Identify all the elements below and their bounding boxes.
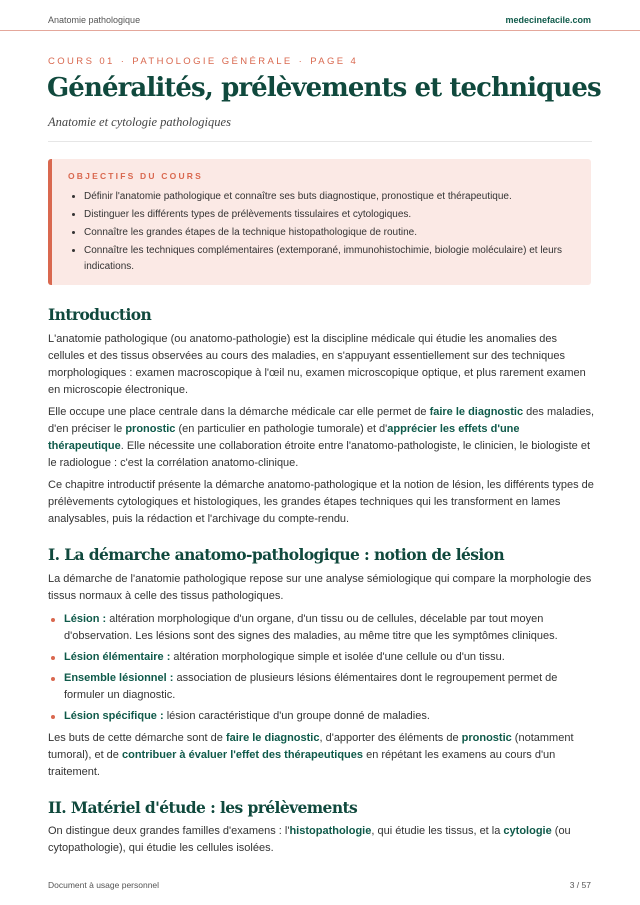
highlight-diagnostic: faire le diagnostic — [225, 732, 320, 744]
definition-text: altération morphologique simple et isolée d'une cellule ou d'un tissu. — [170, 651, 505, 663]
kicker-page: PAGE 4 — [310, 56, 359, 67]
text-run: des maladies, d'en préciser le — [48, 406, 595, 435]
highlight-diagnostic: faire le diagnostic — [429, 406, 524, 418]
intro-paragraph-2 — [48, 404, 596, 472]
text-run: On distingue deux grandes familles d'examens : l' — [48, 825, 290, 837]
highlight-cytologie: cytologie — [503, 825, 552, 837]
header-course-name: Anatomie pathologique — [48, 15, 141, 25]
highlight-therapeutique: apprécier les effets d'une thérapeutique — [48, 423, 520, 452]
definition-text: association de plusieurs lésions élémentaires dont le regroupement permet de formuler un diagnostic. — [64, 672, 558, 701]
intro-paragraph-1: L'anatomie pathologique (ou anatomo-pathologie) est la discipline médicale qui étudie les anomalies des cellules et des tissus observées au cours des maladies, en s'appuyant essentiellement sur des techniques morphologiques : examen macroscopique à l'œil nu, examen microscopique optique, et plus rarement examen en microscopie électronique. — [48, 333, 586, 396]
kicker-chapter: PATHOLOGIE GÉNÉRALE — [132, 56, 293, 67]
objective-item: • Distinguer les différents types de prélèvements tissulaires et cytologiques. — [84, 207, 584, 223]
kicker-course: COURS 01 — [48, 56, 115, 67]
objective-item: • Connaître les techniques complémentaires (extemporané, immunohistochimie, biologie moléculaire) et leurs indications. — [84, 243, 584, 275]
definition-text: lésion caractéristique d'un groupe donné de maladies. — [163, 710, 430, 722]
section1-paragraph-1: La démarche de l'anatomie pathologique repose sur une analyse sémiologique qui compare la morphologie des tissus normaux à celle des tissus pathologiques. — [48, 573, 592, 602]
text-run: . Elle nécessite une collaboration étroite entre l'anatomo-pathologiste, le clinicien, le biologiste et le radiologue : c'est la corrélation anatomo-clinique. — [48, 440, 591, 469]
section1-paragraph-2 — [48, 730, 596, 781]
page-subtitle: Anatomie et cytologie pathologiques — [48, 115, 231, 129]
text-run: Elle occupe une place centrale dans la démarche médicale car elle permet de — [48, 406, 430, 418]
definition-term: Lésion spécifique : — [64, 710, 164, 722]
highlight-histopathologie: histopathologie — [289, 825, 372, 837]
objectives-list — [72, 189, 584, 277]
section2-paragraph-1 — [48, 823, 596, 857]
section2-heading: II. Matériel d'étude : les prélèvements — [48, 798, 358, 817]
kicker-separator: · — [298, 56, 305, 67]
objectives-title: OBJECTIFS DU COURS — [68, 171, 203, 181]
objective-item: • Définir l'anatomie pathologique et connaître ses buts diagnostique, pronostique et thérapeutique. — [84, 189, 584, 205]
kicker-separator: · — [120, 56, 127, 67]
text-run: , qui étudie les tissus, et la — [371, 825, 504, 837]
text-run: en répétant les examens au cours d'un traitement. — [48, 749, 556, 778]
footer-note: Document à usage personnel — [48, 880, 160, 890]
list-item — [64, 649, 594, 666]
highlight-pronostic: pronostic — [461, 732, 512, 744]
objectives-box — [48, 159, 591, 285]
list-item — [64, 611, 594, 645]
definition-term: Ensemble lésionnel : — [64, 672, 174, 684]
text-run: Les buts de cette démarche sont de — [48, 732, 226, 744]
text-run: (notamment tumoral), et de — [48, 732, 574, 761]
intro-heading: Introduction — [48, 305, 152, 324]
page-header — [0, 0, 640, 31]
text-run: (en particulier en pathologie tumorale) et d' — [175, 423, 388, 435]
definition-term: Lésion élémentaire : — [64, 651, 171, 663]
section1-heading: I. La démarche anatomo-pathologique : notion de lésion — [48, 545, 505, 564]
text-run: (ou cytopathologie), qui étudie les cellules isolées. — [48, 825, 571, 854]
list-item — [64, 670, 594, 704]
highlight-evaluation: contribuer à évaluer l'effet des thérapeutiques — [121, 749, 364, 761]
list-item — [64, 708, 594, 725]
highlight-pronostic: pronostic — [125, 423, 176, 435]
definition-text: altération morphologique d'un organe, d'un tissu ou de cellules, décelable par tout moyen d'observation. Les lésions sont des signes des maladies, au même titre que les symptômes cliniques. — [64, 613, 558, 642]
text-run: , d'apporter des éléments de — [319, 732, 462, 744]
page-number: 3 / 57 — [569, 880, 591, 890]
intro-paragraph-3: Ce chapitre introductif présente la démarche anatomo-pathologique et la notion de lésion, les différents types de prélèvements cytologiques et histologiques, les grandes étapes techniques qui les transforment en lames analysables, puis la rédaction et l'archivage du compte-rendu. — [48, 479, 594, 525]
course-kicker — [48, 56, 358, 67]
page-title: Généralités, prélèvements et techniques — [47, 73, 601, 103]
objective-item: • Connaître les grandes étapes de la technique histopathologique de routine. — [84, 225, 584, 241]
definition-term: Lésion : — [64, 613, 107, 625]
header-site-link[interactable]: medecinefacile.com — [505, 15, 591, 25]
lesion-definitions-list — [50, 611, 594, 729]
title-divider — [48, 141, 592, 142]
